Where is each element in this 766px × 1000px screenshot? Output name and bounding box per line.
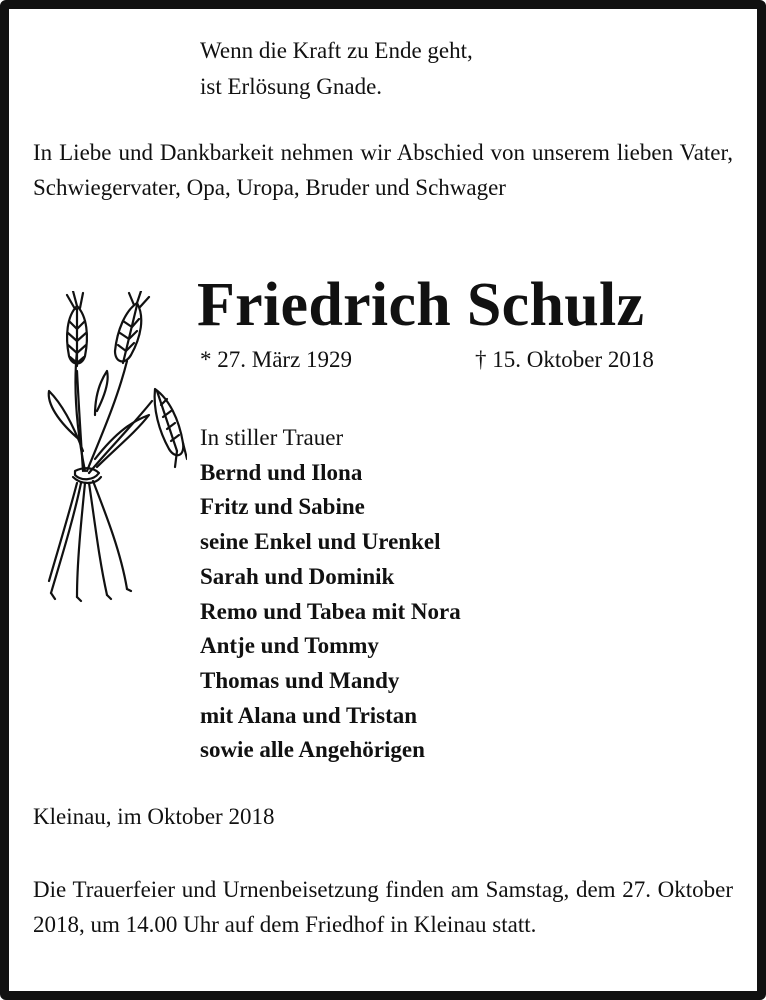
motto-line-1: Wenn die Kraft zu Ende geht,: [200, 38, 473, 63]
mourner-line: Remo und Tabea mit Nora: [200, 598, 461, 624]
mourner-line: sowie alle Angehörigen: [200, 737, 425, 763]
intro-text: In Liebe und Dankbarkeit nehmen wir Abschied von unserem lieben Vater, Schwiegervater, Opa, Uropa, Bruder und Schwager: [33, 140, 733, 200]
mourner-line: Fritz und Sabine: [200, 494, 365, 520]
motto: [200, 33, 473, 105]
birth-date: * 27. März 1929: [200, 347, 353, 372]
funeral-notice: Die Trauerfeier und Urnenbeisetzung finden am Samstag, dem 27. Oktober 2018, um 14.00 Uhr auf dem Friedhof in Kleinau statt.: [33, 877, 733, 937]
deceased-name: Friedrich Schulz: [197, 271, 645, 339]
mourner-line: mit Alana und Tristan: [200, 702, 418, 728]
mourners-heading: In stiller Trauer: [200, 425, 344, 450]
mourner-line: seine Enkel und Urenkel: [200, 529, 441, 555]
mourner-line: Bernd und Ilona: [200, 459, 363, 485]
mourner-line: Sarah und Dominik: [200, 563, 395, 589]
place-and-date: Kleinau, im Oktober 2018: [33, 804, 275, 829]
wheat-ears-icon: [37, 291, 187, 603]
mourners-list: [200, 421, 461, 768]
motto-line-2: ist Erlösung Gnade.: [200, 74, 383, 99]
mourner-line: Thomas und Mandy: [200, 667, 400, 693]
death-date: † 15. Oktober 2018: [475, 347, 654, 372]
mourner-line: Antje und Tommy: [200, 633, 379, 659]
